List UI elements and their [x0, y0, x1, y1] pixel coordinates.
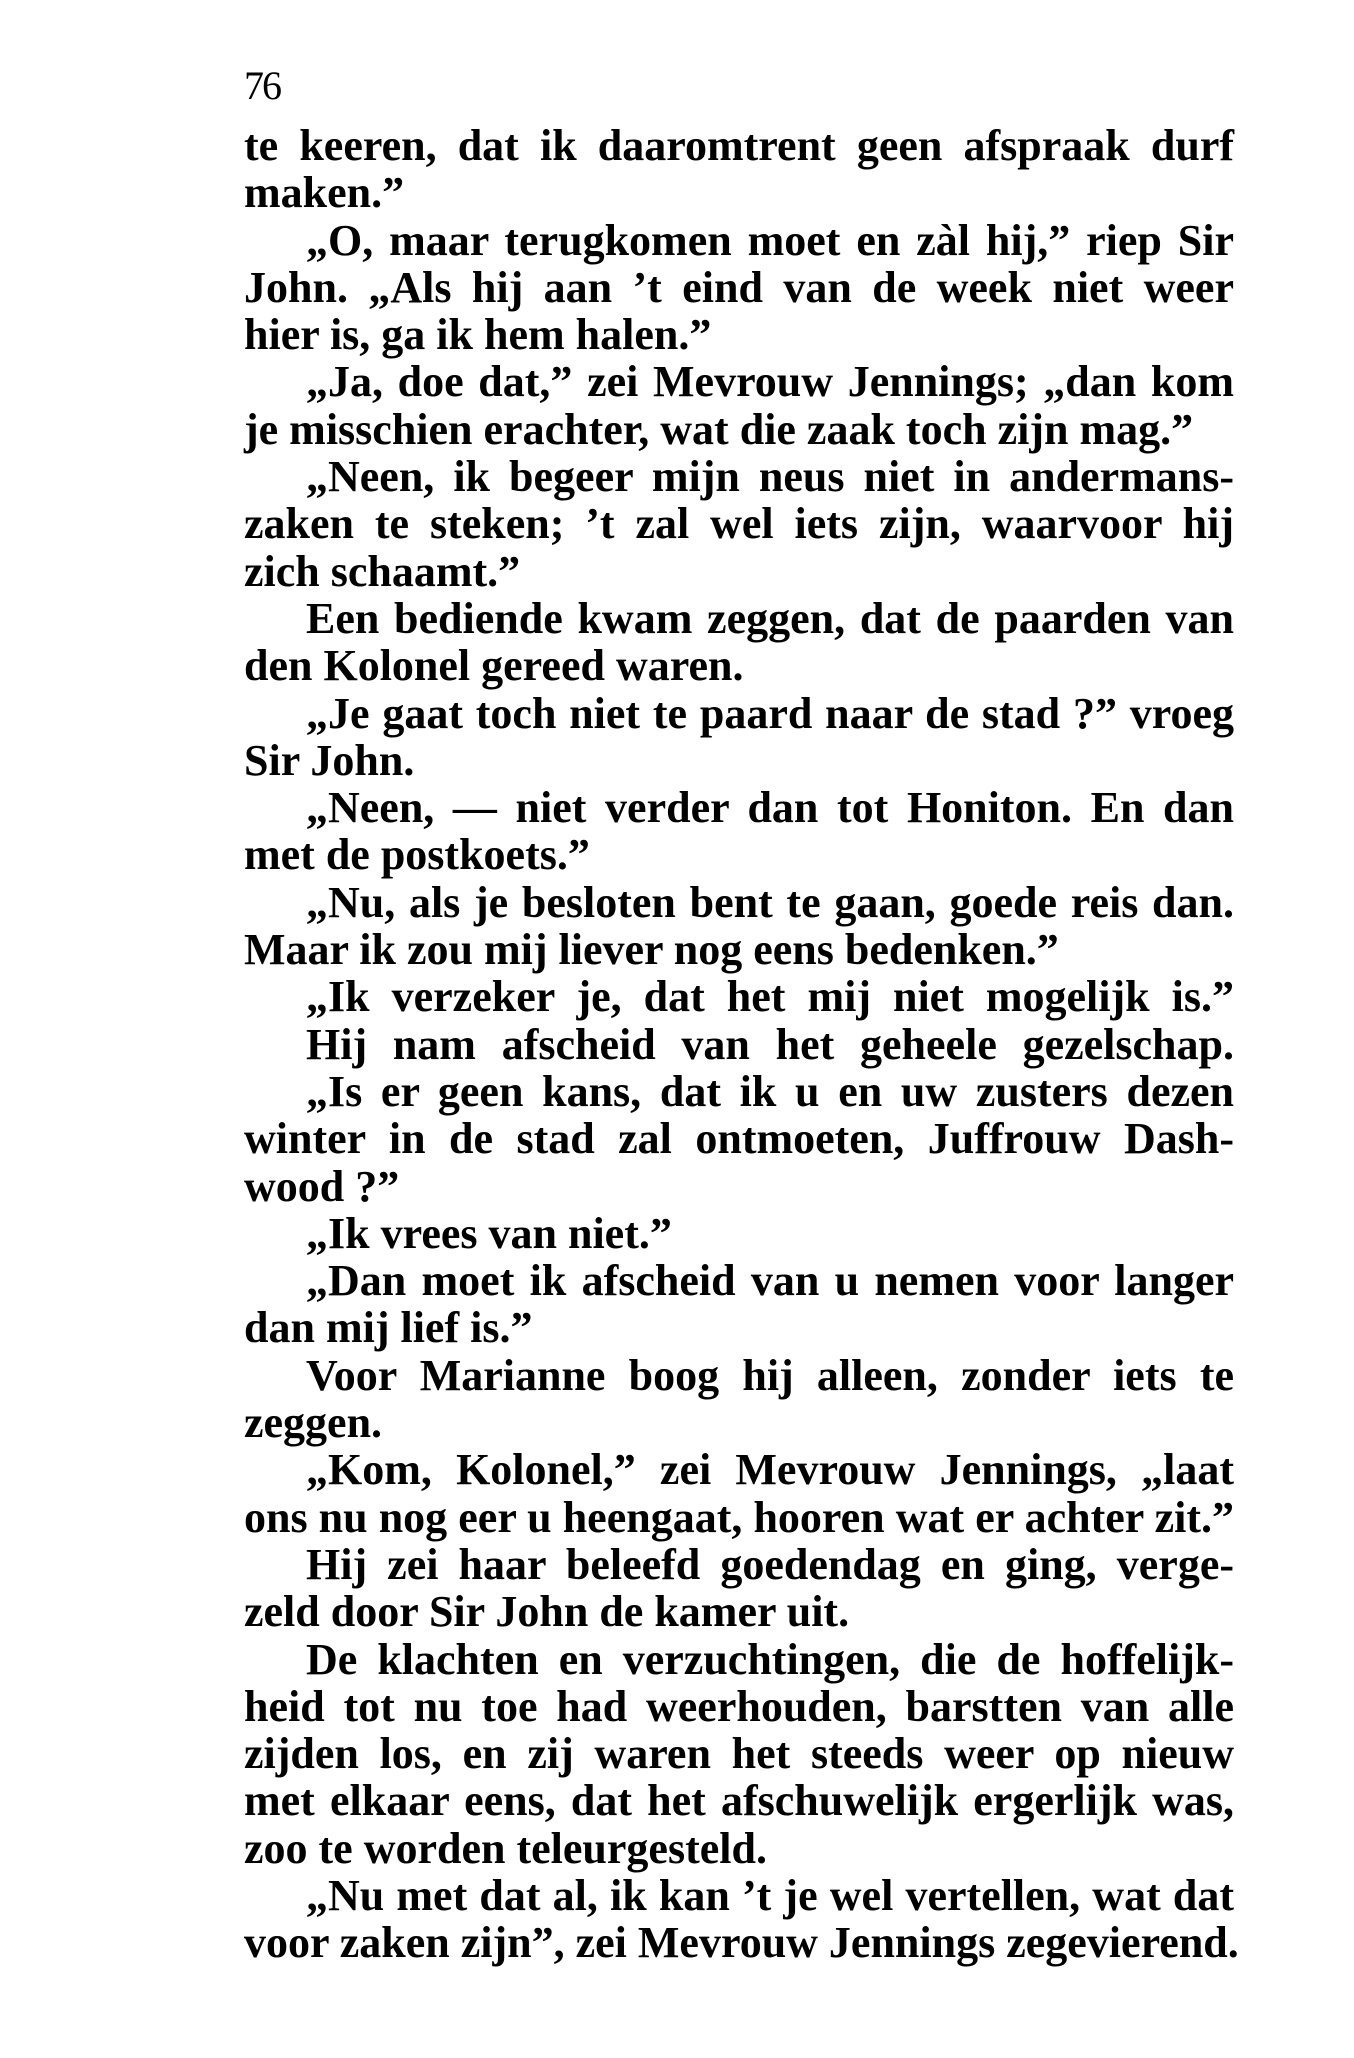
text-line: den Kolonel gereed waren.	[244, 641, 744, 691]
text-line: dan mij lief is.”	[244, 1303, 533, 1353]
text-line: heid tot nu toe had weerhouden, barstten van alle	[244, 1681, 1234, 1731]
text-line: „Nu met dat al, ik kan ’t je wel vertellen, wat dat	[306, 1870, 1234, 1920]
text-line: „Is er geen kans, dat ik u en uw zusters dezen	[306, 1066, 1234, 1116]
text-line: „Kom, Kolonel,” zei Mevrouw Jennings, „laat	[306, 1445, 1234, 1495]
text-line: Een bediende kwam zeggen, dat de paarden van	[306, 593, 1234, 643]
text-line: De klachten en verzuchtingen, die de hoffelijk-	[306, 1634, 1234, 1684]
text-line: Sir John.	[244, 735, 415, 785]
body-text	[244, 121, 1239, 1968]
text-line: „Neen, ik begeer mijn neus niet in andermans-	[306, 452, 1234, 502]
text-line: „Ik vrees van niet.”	[306, 1208, 672, 1258]
text-line: met de postkoets.”	[244, 830, 590, 880]
text-line: winter in de stad zal ontmoeten, Juffrouw Dash-	[244, 1114, 1234, 1164]
text-line: met elkaar eens, dat het afschuwelijk ergerlijk was,	[244, 1776, 1234, 1826]
page-number: 76	[244, 63, 280, 108]
text-line: Voor Marianne boog hij alleen, zonder iets te	[306, 1350, 1234, 1400]
text-line: John. „Als hij aan ’t eind van de week niet weer	[244, 262, 1234, 312]
text-line: „Neen, — niet verder dan tot Honiton. En dan	[306, 783, 1234, 833]
text-line: „Je gaat toch niet te paard naar de stad ?” vroeg	[306, 688, 1234, 738]
text-line: zeld door Sir John de kamer uit.	[244, 1587, 850, 1637]
text-line: „Dan moet ik afscheid van u nemen voor langer	[306, 1256, 1234, 1306]
text-line: zoo te worden teleurgesteld.	[244, 1823, 767, 1873]
text-line: maken.”	[244, 168, 405, 218]
text-line: „Ik verzeker je, dat het mij niet mogelijk is.”	[306, 972, 1234, 1022]
text-line: zaken te steken; ’t zal wel iets zijn, waarvoor hij	[244, 499, 1234, 549]
text-line: te keeren, dat ik daaromtrent geen afspraak durf	[244, 121, 1234, 170]
text-line: „Nu, als je besloten bent te gaan, goede reis dan.	[306, 877, 1234, 927]
text-line: je misschien erachter, wat die zaak toch zijn mag.”	[244, 404, 1194, 454]
text-line: zeggen.	[244, 1398, 383, 1448]
text-line: zich schaamt.”	[244, 546, 521, 596]
text-line: wood ?”	[244, 1161, 400, 1211]
text-line: hier is, ga ik hem halen.”	[244, 310, 712, 360]
text-line: Maar ik zou mij liever nog eens bedenken.”	[244, 925, 1059, 975]
text-line: „Ja, doe dat,” zei Mevrouw Jennings; „dan kom	[306, 357, 1234, 407]
text-line: zijden los, en zij waren het steeds weer op nieuw	[244, 1729, 1234, 1779]
text-line: Hij zei haar beleefd goedendag en ging, verge-	[306, 1539, 1234, 1589]
text-line: voor zaken zijn”, zei Mevrouw Jennings zegevierend.	[244, 1918, 1239, 1968]
text-line: Hij nam afscheid van het geheele gezelschap.	[306, 1019, 1234, 1069]
text-line: „O, maar terugkomen moet en zàl hij,” riep Sir	[306, 215, 1234, 265]
text-line: ons nu nog eer u heengaat, hooren wat er achter zit.”	[244, 1492, 1234, 1542]
